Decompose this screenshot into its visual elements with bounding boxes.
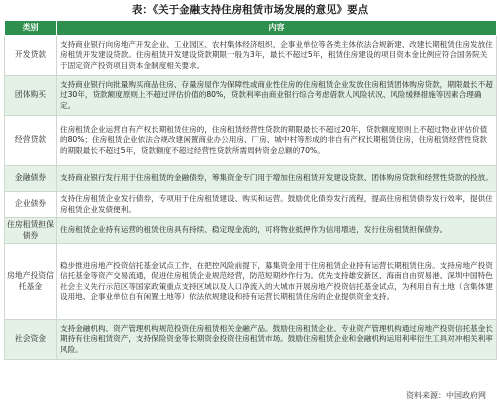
table-row <box>5 218 497 244</box>
table-row <box>5 116 497 166</box>
table-row <box>5 36 497 76</box>
table-row <box>5 244 497 320</box>
row-content: 支持商业银行向批量购买商品住房、存量房屋作为保障性或商业性住房的住房租赁企业发放住房租赁团体购房贷款，期限最长不超过30年，贷款额度原则上不超过评估价值的80%，贷款利率由商业银行综合考虑借款人风险状况、风险缓释措施等因素合理确定。 <box>57 76 497 116</box>
source-note: 资料来源：中国政府网 <box>406 391 486 400</box>
policy-table <box>4 20 497 360</box>
row-category: 经营贷款 <box>5 116 57 166</box>
row-content: 住房租赁企业持有运营的租赁住房具有持续、稳定现金流的，可将物业抵押作为信用增进，发行住房租赁担保债券。 <box>57 218 497 244</box>
row-content: 支持住房租赁企业发行债券，专项用于住房租赁建设、购买和运营。鼓励优化债券发行流程，提高住房租赁债券发行效率，提供住房租赁企业发债便利。 <box>57 192 497 218</box>
row-content: 支持商业银行发行用于住房租赁的金融债券，筹集资金专门用于增加住房租赁开发建设贷款、团体购房贷款和经营性贷款的投放。 <box>57 166 497 192</box>
table-header-row <box>5 21 497 36</box>
row-category: 住房租赁担保债券 <box>5 218 57 244</box>
row-category: 社会资金 <box>5 320 57 360</box>
header-content: 内容 <box>57 21 497 36</box>
row-category: 企业债券 <box>5 192 57 218</box>
header-category: 类别 <box>5 21 57 36</box>
table-row <box>5 166 497 192</box>
row-category: 金融债券 <box>5 166 57 192</box>
row-content: 支持商业银行向房地产开发企业、工业园区、农村集体经济组织、企事业单位等各类主体依法合规新建、改建长期租赁住房发放住房租赁开发建设贷款。住房租赁开发建设贷款期限一般为3年，最长不超过5年，租赁住房建设的项目资本金比例应符合国务院关于固定资产投资项目资本金制度相关要求。 <box>57 36 497 76</box>
table-row <box>5 76 497 116</box>
row-content: 支持金融机构、资产管理机构规范投资住房租赁相关金融产品。鼓励住房租赁企业、专业资产管理机构通过房地产投资信托基金长期持有住房租赁资产，支持保险资金等长期资金投资住房租赁市场。鼓励住房租赁企业和金融机构运用利率衍生工具对冲相关利率风险。 <box>57 320 497 360</box>
table-row <box>5 320 497 360</box>
row-content: 住房租赁企业运营自有产权长期租赁住房的，住房租赁经营性贷款的期限最长不超过20年，贷款额度原则上不超过物业评估价值的80%；住房租赁企业依法合规改建闲置商业办公用房、厂房、城中村等形成的非自有产权长期租赁住房，住房租赁经营性贷款的期限最长不超过5年，贷款额度不超过经营性贷款所需周转资金总额的70%。 <box>57 116 497 166</box>
row-category: 房地产投资信托基金 <box>5 244 57 320</box>
row-content: 稳步推进房地产投资信托基金试点工作，在把控风险前提下，募集资金用于住房租赁企业持有运营长期租赁住房。支持房地产投资信托基金等资产交易流通，促进住房租赁企业规范经营，防范短期炒作行为。优先支持雄安新区、海南自由贸易港、深圳中国特色社会主义先行示范区等国家政策重点支持区域以及人口净流入的大城市开展房地产投资信托基金试点，为利用自有土地（含集体建设用地、企事业单位自有闲置土地等）依法依规建设和持有运营长期租赁住房的企业提供资金支持。 <box>57 244 497 320</box>
table-title: 表：《关于金融支持住房租赁市场发展的意见》要点 <box>131 4 369 16</box>
row-category: 开发贷款 <box>5 36 57 76</box>
table-row <box>5 192 497 218</box>
row-category: 团体购买 <box>5 76 57 116</box>
